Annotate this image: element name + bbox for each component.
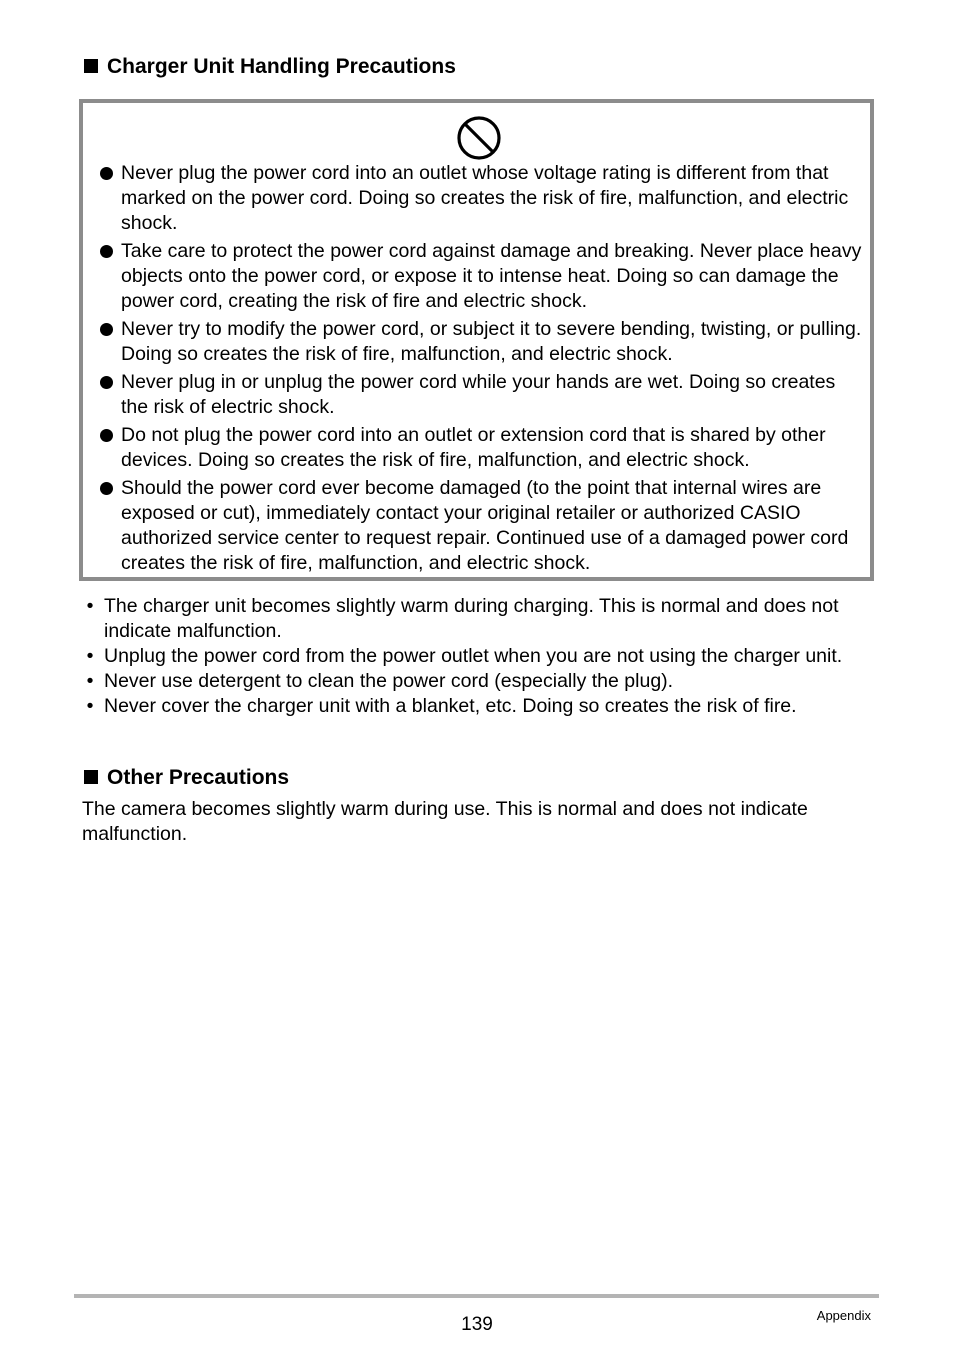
- danger-item: Should the power cord ever become damaged (to the point that internal wires are exposed or cut), immediately contact your original retailer or authorized CASIO authorized service center to request repair. Continued use of a damaged power cord creates the risk of fire, malfunction, and electric shock.: [97, 476, 867, 576]
- danger-item: Never plug in or unplug the power cord while your hands are wet. Doing so creates the risk of electric shock.: [97, 370, 867, 420]
- danger-list: [97, 161, 867, 579]
- small-bullet-icon: •: [86, 645, 94, 667]
- section-heading-charger: [84, 54, 456, 80]
- danger-warning-box: [79, 99, 874, 581]
- danger-item: Do not plug the power cord into an outlet or extension cord that is shared by other devices. Doing so creates the risk of fire, malfunction, and electric shock.: [97, 423, 867, 473]
- note-item: • Never cover the charger unit with a blanket, etc. Doing so creates the risk of fire.: [84, 694, 874, 719]
- section-heading-other: [84, 765, 289, 791]
- prohibition-icon: [456, 115, 502, 161]
- note-item: • Unplug the power cord from the power outlet when you are not using the charger unit.: [84, 644, 874, 669]
- notes-list: [84, 594, 874, 719]
- bullet-dot-icon: [100, 429, 113, 442]
- bullet-dot-icon: [100, 245, 113, 258]
- note-item: • The charger unit becomes slightly warm during charging. This is normal and does not indicate malfunction.: [84, 594, 874, 644]
- bullet-dot-icon: [100, 323, 113, 336]
- page-number: 139: [461, 1314, 493, 1335]
- danger-item: Take care to protect the power cord against damage and breaking. Never place heavy objects onto the power cord, or expose it to intense heat. Doing so can damage the power cord, creating the risk of fire and electric shock.: [97, 239, 867, 314]
- other-precautions-body: The camera becomes slightly warm during use. This is normal and does not indicate malfunction.: [82, 798, 808, 845]
- small-bullet-icon: •: [86, 595, 94, 617]
- danger-item: Never plug the power cord into an outlet whose voltage rating is different from that marked on the power cord. Doing so creates the risk of fire, malfunction, and electric shock.: [97, 161, 867, 236]
- footer-divider: [74, 1294, 879, 1298]
- bullet-dot-icon: [100, 376, 113, 389]
- small-bullet-icon: •: [86, 695, 94, 717]
- bullet-dot-icon: [100, 482, 113, 495]
- footer-section-label: Appendix: [816, 1308, 871, 1323]
- small-bullet-icon: •: [86, 670, 94, 692]
- danger-item: Never try to modify the power cord, or subject it to severe bending, twisting, or pulling. Doing so creates the risk of fire, malfunction, and electric shock.: [97, 317, 867, 367]
- section-title-charger: Charger Unit Handling Precautions: [107, 55, 456, 78]
- section-title-other: Other Precautions: [107, 766, 290, 789]
- bullet-dot-icon: [100, 167, 113, 180]
- square-bullet-icon: [84, 770, 98, 784]
- note-item: • Never use detergent to clean the power cord (especially the plug).: [84, 669, 874, 694]
- square-bullet-icon: [84, 59, 98, 73]
